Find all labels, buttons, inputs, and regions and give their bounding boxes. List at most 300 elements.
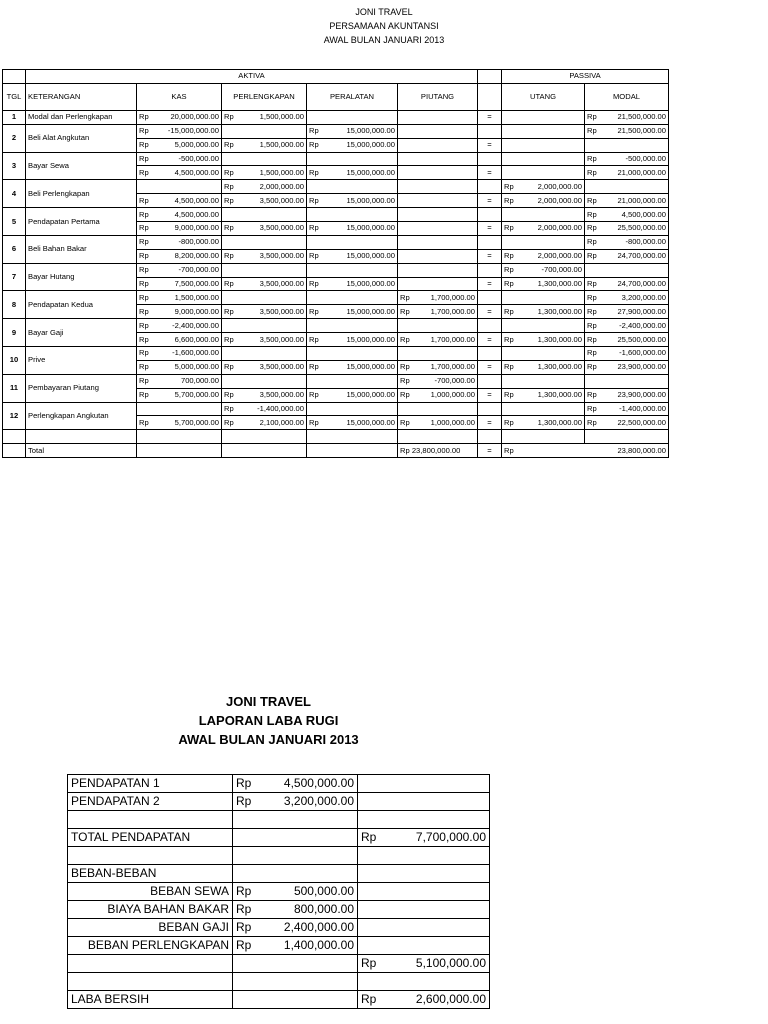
col-tgl: TGL xyxy=(3,83,26,110)
perlengkapan-cell xyxy=(222,360,307,374)
utang-cell xyxy=(502,333,585,347)
peralatan-cell xyxy=(307,319,398,333)
currency-label: Rp xyxy=(504,334,514,344)
currency-label: Rp xyxy=(400,334,410,344)
utang-cell-wrap xyxy=(504,250,582,262)
currency-label: Rp xyxy=(139,279,149,289)
peralatan-cell xyxy=(307,138,398,152)
expense-amount xyxy=(233,883,358,901)
utang-cell xyxy=(502,347,585,361)
modal-cell-value: 21,500,000.00 xyxy=(617,112,666,122)
company-title: JONI TRAVEL xyxy=(355,7,413,17)
header-group-row xyxy=(3,70,669,84)
peralatan-cell xyxy=(307,333,398,347)
modal-cell xyxy=(585,180,669,194)
kas-cell-wrap xyxy=(139,347,219,359)
income-row xyxy=(68,973,490,991)
kas-cell-value: -700,000.00 xyxy=(178,265,219,275)
tgl-cell: 5 xyxy=(3,208,26,236)
modal-cell xyxy=(585,138,669,152)
expense-amount-value: 800,000.00 xyxy=(293,902,354,916)
modal-cell-value: 23,900,000.00 xyxy=(617,390,666,400)
utang-cell xyxy=(502,360,585,374)
blank-cell xyxy=(358,973,490,991)
kas-cell xyxy=(137,180,222,194)
currency-label: Rp xyxy=(400,292,410,302)
equals-cell xyxy=(478,208,502,222)
kas-cell-value: 6,600,000.00 xyxy=(174,334,219,344)
currency-label: Rp xyxy=(504,181,514,191)
keterangan-cell: Pendapatan Pertama xyxy=(26,208,137,236)
kas-cell xyxy=(137,305,222,319)
currency-label: Rp xyxy=(139,223,149,233)
aktiva-header: AKTIVA xyxy=(26,70,478,84)
blank-cell xyxy=(358,937,490,955)
keterangan-cell: Prive xyxy=(26,347,137,375)
modal-cell-wrap xyxy=(587,167,666,179)
kas-cell-value: 5,000,000.00 xyxy=(174,362,219,372)
modal-cell xyxy=(585,222,669,236)
peralatan-cell-wrap xyxy=(309,195,395,207)
blank-cell xyxy=(222,444,307,458)
blank-cell xyxy=(358,883,490,901)
utang-cell-wrap xyxy=(504,181,582,193)
peralatan-cell-wrap xyxy=(309,139,395,151)
currency-label: Rp xyxy=(139,417,149,427)
peralatan-cell xyxy=(307,194,398,208)
blank-cell xyxy=(358,865,490,883)
piutang-cell xyxy=(398,360,478,374)
kas-cell xyxy=(137,110,222,124)
revenue-amount-value: 3,200,000.00 xyxy=(283,794,354,808)
kas-cell xyxy=(137,152,222,166)
total-revenue-amount xyxy=(358,829,490,847)
expense-label: BEBAN GAJI xyxy=(68,919,233,937)
piutang-cell xyxy=(398,249,478,263)
blank-cell xyxy=(358,775,490,793)
transaction-row xyxy=(3,291,669,305)
currency-label: Rp xyxy=(224,112,234,122)
blank-cell xyxy=(358,847,490,865)
equals-cell xyxy=(478,152,502,166)
peralatan-cell xyxy=(307,360,398,374)
currency-label: Rp xyxy=(236,902,252,916)
equals-cell xyxy=(478,374,502,388)
utang-cell xyxy=(502,305,585,319)
modal-cell xyxy=(585,263,669,277)
expense-label: BIAYA BAHAN BAKAR xyxy=(68,901,233,919)
peralatan-cell-wrap xyxy=(309,417,395,429)
currency-label: Rp xyxy=(309,390,319,400)
perlengkapan-cell-value: 1,500,000.00 xyxy=(259,112,304,122)
transaction-row xyxy=(3,124,669,138)
income-statement-table xyxy=(67,774,490,1009)
currency-label: Rp xyxy=(504,251,514,261)
tgl-cell: 2 xyxy=(3,124,26,152)
keterangan-cell: Bayar Gaji xyxy=(26,319,137,347)
equals-cell xyxy=(478,291,502,305)
blank-cell xyxy=(68,811,233,829)
keterangan-cell: Pendapatan Kedua xyxy=(26,291,137,319)
income-period: AWAL BULAN JANUARI 2013 xyxy=(178,732,359,747)
kas-cell xyxy=(137,208,222,222)
perlengkapan-cell-wrap xyxy=(224,417,304,429)
perlengkapan-cell-wrap xyxy=(224,222,304,234)
kas-cell xyxy=(137,249,222,263)
piutang-cell xyxy=(398,222,478,236)
blank-cell xyxy=(358,793,490,811)
utang-cell-value: 2,000,000.00 xyxy=(537,223,582,233)
kas-cell-value: 5,000,000.00 xyxy=(174,140,219,150)
expense-label: BEBAN SEWA xyxy=(68,883,233,901)
piutang-cell xyxy=(398,110,478,124)
equals-cell: = xyxy=(478,416,502,430)
currency-label: Rp xyxy=(587,417,597,427)
perlengkapan-cell-value: 3,500,000.00 xyxy=(259,306,304,316)
currency-label: Rp xyxy=(139,167,149,177)
modal-cell-wrap xyxy=(587,417,666,429)
equals-cell: = xyxy=(478,333,502,347)
transaction-row xyxy=(3,263,669,277)
peralatan-cell-wrap xyxy=(309,334,395,346)
revenue-label: PENDAPATAN 1 xyxy=(68,775,233,793)
tgl-cell: 6 xyxy=(3,235,26,263)
modal-cell xyxy=(585,360,669,374)
utang-cell xyxy=(502,374,585,388)
income-row xyxy=(68,937,490,955)
expense-amount-value: 1,400,000.00 xyxy=(283,938,354,952)
utang-cell xyxy=(502,194,585,208)
modal-cell-wrap xyxy=(587,361,666,373)
piutang-cell xyxy=(398,138,478,152)
equals-cell xyxy=(478,124,502,138)
piutang-cell xyxy=(398,388,478,402)
currency-label: Rp xyxy=(224,223,234,233)
tgl-cell: 11 xyxy=(3,374,26,402)
currency-label: Rp xyxy=(309,140,319,150)
modal-cell-value: -1,400,000.00 xyxy=(619,404,666,414)
blank-cell xyxy=(233,847,358,865)
kas-cell xyxy=(137,319,222,333)
blank-cell xyxy=(233,811,358,829)
currency-label: Rp xyxy=(587,223,597,233)
transaction-row xyxy=(3,208,669,222)
blank-row xyxy=(3,430,669,444)
currency-label: Rp xyxy=(504,306,514,316)
currency-label: Rp xyxy=(309,223,319,233)
modal-cell-wrap xyxy=(587,292,666,304)
modal-cell-value: 25,500,000.00 xyxy=(617,223,666,233)
keterangan-cell: Bayar Hutang xyxy=(26,263,137,291)
kas-cell-value: 4,500,000.00 xyxy=(174,167,219,177)
perlengkapan-cell xyxy=(222,333,307,347)
modal-cell xyxy=(585,416,669,430)
modal-cell xyxy=(585,347,669,361)
currency-label: Rp xyxy=(587,237,597,247)
keterangan-cell: Perlengkapan Angkutan xyxy=(26,402,137,430)
peralatan-cell-wrap xyxy=(309,125,395,137)
tgl-cell: 12 xyxy=(3,402,26,430)
utang-cell xyxy=(502,222,585,236)
expense-amount xyxy=(233,901,358,919)
currency-label: Rp xyxy=(400,417,410,427)
modal-cell xyxy=(585,402,669,416)
peralatan-cell-wrap xyxy=(309,222,395,234)
currency-label: Rp xyxy=(309,417,319,427)
kas-cell-value: 7,500,000.00 xyxy=(174,279,219,289)
kas-cell-value: -1,600,000.00 xyxy=(172,348,219,358)
currency-label: Rp xyxy=(224,181,234,191)
piutang-cell-wrap xyxy=(400,306,475,318)
total-passiva-value: 23,800,000.00 xyxy=(617,445,666,455)
income-row xyxy=(68,901,490,919)
modal-cell-wrap xyxy=(587,222,666,234)
modal-cell xyxy=(585,333,669,347)
currency-label: Rp xyxy=(224,306,234,316)
kas-cell-value: 700,000.00 xyxy=(180,376,219,386)
peralatan-cell-value: 15,000,000.00 xyxy=(346,306,395,316)
equals-cell xyxy=(478,402,502,416)
equals-cell: = xyxy=(478,277,502,291)
total-revenue-amount-wrap xyxy=(361,829,486,846)
kas-cell xyxy=(137,347,222,361)
perlengkapan-cell-wrap xyxy=(224,334,304,346)
currency-label: Rp xyxy=(309,362,319,372)
utang-cell-value: 1,300,000.00 xyxy=(537,279,582,289)
currency-label: Rp xyxy=(224,404,234,414)
peralatan-cell-value: 15,000,000.00 xyxy=(346,417,395,427)
expense-amount xyxy=(233,919,358,937)
peralatan-cell xyxy=(307,416,398,430)
income-row xyxy=(68,919,490,937)
keterangan-cell: Bayar Sewa xyxy=(26,152,137,180)
kas-cell-wrap xyxy=(139,153,219,165)
blank-cell xyxy=(233,829,358,847)
modal-cell xyxy=(585,166,669,180)
piutang-cell xyxy=(398,291,478,305)
perlengkapan-cell-value: 3,500,000.00 xyxy=(259,251,304,261)
currency-label: Rp xyxy=(587,209,597,219)
income-statement-title: LAPORAN LABA RUGI xyxy=(198,713,339,728)
peralatan-cell xyxy=(307,208,398,222)
kas-cell xyxy=(137,402,222,416)
utang-cell-value: 2,000,000.00 xyxy=(537,181,582,191)
piutang-cell-wrap xyxy=(400,361,475,373)
perlengkapan-cell xyxy=(222,374,307,388)
utang-cell-wrap xyxy=(504,389,582,401)
transaction-row xyxy=(3,347,669,361)
kas-cell-value: 20,000,000.00 xyxy=(170,112,219,122)
currency-label: Rp xyxy=(139,362,149,372)
currency-label: Rp xyxy=(504,445,514,455)
currency-label: Rp xyxy=(139,126,149,136)
modal-cell-wrap xyxy=(587,278,666,290)
modal-cell xyxy=(585,124,669,138)
currency-label: Rp xyxy=(587,167,597,177)
utang-cell-wrap xyxy=(504,195,582,207)
blank-cell xyxy=(26,430,137,444)
modal-cell-value: 4,500,000.00 xyxy=(621,209,666,219)
perlengkapan-cell xyxy=(222,166,307,180)
modal-cell xyxy=(585,249,669,263)
currency-label: Rp xyxy=(139,265,149,275)
col-keterangan: KETERANGAN xyxy=(26,83,137,110)
kas-cell-value: 9,000,000.00 xyxy=(174,306,219,316)
peralatan-cell-value: 15,000,000.00 xyxy=(346,167,395,177)
kas-cell-wrap xyxy=(139,417,219,429)
utang-cell-wrap xyxy=(504,334,582,346)
kas-cell-wrap xyxy=(139,250,219,262)
income-row xyxy=(68,991,490,1009)
peralatan-cell-value: 15,000,000.00 xyxy=(346,334,395,344)
kas-cell-value: -2,400,000.00 xyxy=(172,320,219,330)
blank-cell xyxy=(233,973,358,991)
currency-label: Rp xyxy=(224,195,234,205)
modal-cell-value: 21,000,000.00 xyxy=(617,167,666,177)
expense-amount-wrap xyxy=(236,937,354,954)
blank-cell xyxy=(137,430,222,444)
peralatan-cell-value: 15,000,000.00 xyxy=(346,390,395,400)
perlengkapan-cell-wrap xyxy=(224,361,304,373)
perlengkapan-cell xyxy=(222,319,307,333)
peralatan-cell xyxy=(307,388,398,402)
currency-label: Rp xyxy=(139,376,149,386)
perlengkapan-cell-value: 3,500,000.00 xyxy=(259,362,304,372)
modal-cell xyxy=(585,152,669,166)
peralatan-cell xyxy=(307,263,398,277)
perlengkapan-cell-wrap xyxy=(224,181,304,193)
currency-label: Rp xyxy=(224,334,234,344)
income-company-title: JONI TRAVEL xyxy=(226,694,311,709)
currency-label: Rp xyxy=(587,348,597,358)
modal-cell-value: 23,900,000.00 xyxy=(617,362,666,372)
modal-cell-wrap xyxy=(587,334,666,346)
income-row xyxy=(68,955,490,973)
transaction-row xyxy=(3,152,669,166)
total-aktiva: Rp 23,800,000.00 xyxy=(398,444,478,458)
keterangan-cell: Beli Alat Angkutan xyxy=(26,124,137,152)
peralatan-cell-value: 15,000,000.00 xyxy=(346,140,395,150)
currency-label: Rp xyxy=(587,404,597,414)
currency-label: Rp xyxy=(309,126,319,136)
perlengkapan-cell-value: 1,500,000.00 xyxy=(259,167,304,177)
utang-cell xyxy=(502,208,585,222)
perlengkapan-cell-wrap xyxy=(224,139,304,151)
currency-label: Rp xyxy=(400,390,410,400)
modal-cell-value: -1,600,000.00 xyxy=(619,348,666,358)
piutang-cell-wrap xyxy=(400,389,475,401)
kas-cell-wrap xyxy=(139,111,219,123)
utang-cell-value: 1,300,000.00 xyxy=(537,362,582,372)
utang-cell xyxy=(502,235,585,249)
currency-label: Rp xyxy=(139,154,149,163)
piutang-cell-wrap xyxy=(400,375,475,387)
blank-cell xyxy=(478,70,502,84)
currency-label: Rp xyxy=(224,279,234,289)
currency-label: Rp xyxy=(139,390,149,400)
perlengkapan-cell xyxy=(222,124,307,138)
peralatan-cell-value: 15,000,000.00 xyxy=(346,279,395,289)
utang-cell xyxy=(502,166,585,180)
utang-cell-value: 1,300,000.00 xyxy=(537,334,582,344)
currency-label: Rp xyxy=(587,251,597,261)
currency-label: Rp xyxy=(139,209,149,219)
perlengkapan-cell-value: 3,500,000.00 xyxy=(259,279,304,289)
currency-label: Rp xyxy=(309,195,319,205)
kas-cell xyxy=(137,277,222,291)
total-label: Total xyxy=(26,444,137,458)
blank-cell xyxy=(233,955,358,973)
utang-cell-value: 1,300,000.00 xyxy=(537,306,582,316)
perlengkapan-cell-value: 2,000,000.00 xyxy=(259,181,304,191)
modal-cell-value: -500,000.00 xyxy=(625,154,666,163)
currency-label: Rp xyxy=(504,279,514,289)
currency-label: Rp xyxy=(504,265,514,275)
perlengkapan-cell-wrap xyxy=(224,167,304,179)
utang-cell-value: 2,000,000.00 xyxy=(537,195,582,205)
peralatan-cell-value: 15,000,000.00 xyxy=(346,223,395,233)
currency-label: Rp xyxy=(504,417,514,427)
revenue-label: PENDAPATAN 2 xyxy=(68,793,233,811)
perlengkapan-cell-value: 3,500,000.00 xyxy=(259,390,304,400)
keterangan-cell: Pembayaran Piutang xyxy=(26,374,137,402)
modal-cell-wrap xyxy=(587,236,666,248)
expense-label: BEBAN PERLENGKAPAN xyxy=(68,937,233,955)
modal-cell-wrap xyxy=(587,111,666,123)
utang-cell xyxy=(502,152,585,166)
currency-label: Rp xyxy=(504,390,514,400)
kas-cell-value: 9,000,000.00 xyxy=(174,223,219,233)
modal-cell xyxy=(585,208,669,222)
keterangan-cell: Beli Bahan Bakar xyxy=(26,235,137,263)
kas-cell xyxy=(137,291,222,305)
kas-cell-value: 5,700,000.00 xyxy=(174,390,219,400)
currency-label: Rp xyxy=(224,167,234,177)
revenue-amount-value: 4,500,000.00 xyxy=(283,776,354,790)
utang-cell xyxy=(502,249,585,263)
modal-cell xyxy=(585,291,669,305)
kas-cell-wrap xyxy=(139,125,219,137)
modal-cell-wrap xyxy=(587,347,666,359)
modal-cell-value: 21,500,000.00 xyxy=(617,126,666,136)
currency-label: Rp xyxy=(361,992,377,1006)
blank-cell xyxy=(137,444,222,458)
blank-cell xyxy=(3,430,26,444)
equals-cell: = xyxy=(478,388,502,402)
keterangan-cell: Modal dan Perlengkapan xyxy=(26,110,137,124)
kas-cell xyxy=(137,416,222,430)
currency-label: Rp xyxy=(224,251,234,261)
peralatan-cell-value: 15,000,000.00 xyxy=(346,195,395,205)
currency-label: Rp xyxy=(139,251,149,261)
piutang-cell xyxy=(398,402,478,416)
expense-amount-value: 500,000.00 xyxy=(293,884,354,898)
perlengkapan-cell-value: 3,500,000.00 xyxy=(259,334,304,344)
currency-label: Rp xyxy=(236,776,252,790)
kas-cell-wrap xyxy=(139,139,219,151)
total-passiva xyxy=(502,444,669,458)
piutang-cell xyxy=(398,347,478,361)
piutang-cell-wrap xyxy=(400,334,475,346)
modal-cell-wrap xyxy=(587,195,666,207)
perlengkapan-cell xyxy=(222,402,307,416)
kas-cell-wrap xyxy=(139,292,219,304)
piutang-cell-value: 1,000,000.00 xyxy=(430,417,475,427)
kas-cell-wrap xyxy=(139,389,219,401)
currency-label: Rp xyxy=(224,362,234,372)
currency-label: Rp xyxy=(504,195,514,205)
perlengkapan-cell xyxy=(222,138,307,152)
